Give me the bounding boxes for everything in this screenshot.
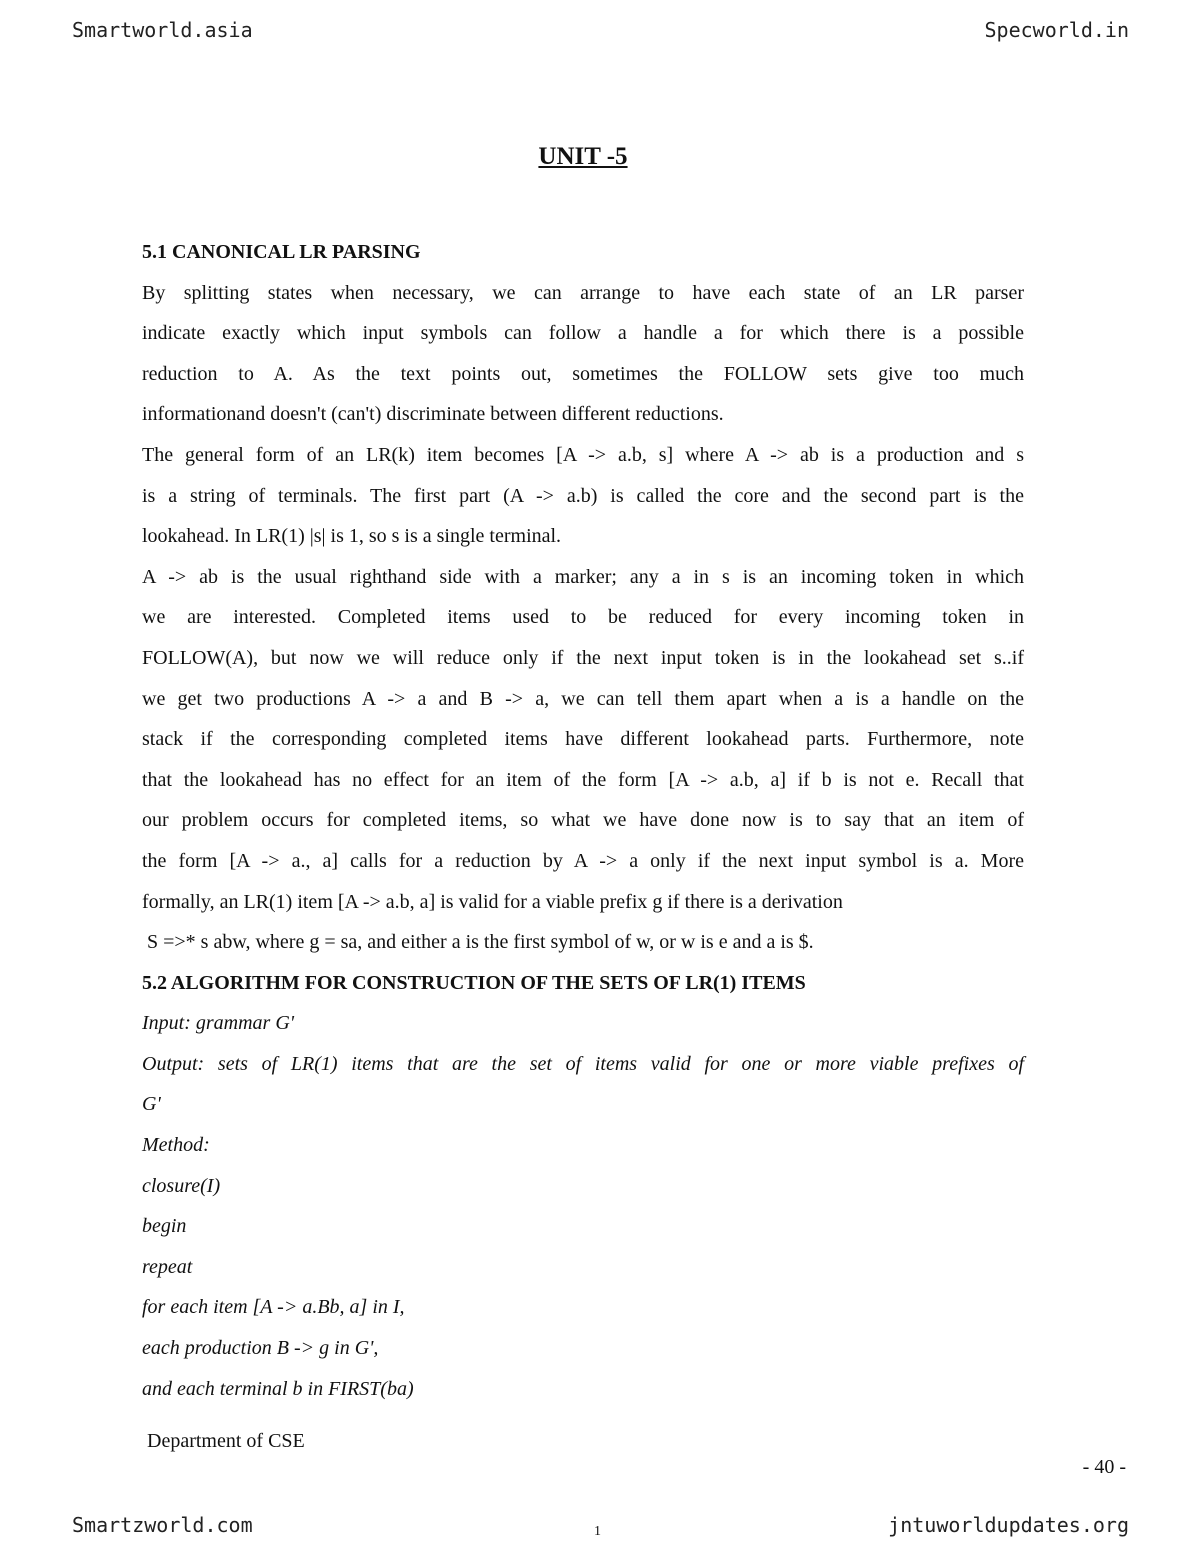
document-body	[142, 232, 1024, 1409]
footer-left-site: Smartzworld.com	[72, 1513, 253, 1537]
paragraph-line: By splitting states when necessary, we can arrange to have each state of an LR parser	[142, 281, 1024, 304]
algorithm-line: and each terminal b in FIRST(ba)	[142, 1377, 414, 1400]
department-label: Department of CSE	[147, 1430, 305, 1452]
header-left-site: Smartworld.asia	[72, 18, 253, 42]
algorithm-output: Output: sets of LR(1) items that are the set of items valid for one or more viable prefixes of	[142, 1052, 1024, 1075]
paragraph-line: the form [A -> a., a] calls for a reduction by A -> a only if the next input symbol is a. More	[142, 849, 1024, 872]
algorithm-line: closure(I)	[142, 1174, 221, 1197]
paragraph-line: indicate exactly which input symbols can follow a handle a for which there is a possible	[142, 322, 1024, 345]
paragraph-line: reduction to A. As the text points out, sometimes the FOLLOW sets give too much	[142, 362, 1024, 385]
paragraph-line: is a string of terminals. The first part (A -> a.b) is called the core and the second part is the	[142, 484, 1024, 507]
paragraph-line: we get two productions A -> a and B -> a, we can tell them apart when a is a handle on the	[142, 687, 1024, 710]
paragraph-line: S =>* s abw, where g = sa, and either a is the first symbol of w, or w is e and a is $.	[142, 931, 814, 954]
header-right-site: Specworld.in	[984, 18, 1129, 42]
footer-right-site: jntuworldupdates.org	[888, 1513, 1129, 1537]
algorithm-method: Method:	[142, 1134, 210, 1157]
paragraph-line: formally, an LR(1) item [A -> a.b, a] is valid for a viable prefix g if there is a derivation	[142, 890, 843, 913]
paragraph-line: informationand doesn't (can't) discriminate between different reductions.	[142, 403, 724, 426]
paragraph-line: we are interested. Completed items used to be reduced for every incoming token in	[142, 606, 1024, 629]
paragraph-line: The general form of an LR(k) item becomes [A -> a.b, s] where A -> ab is a production and s	[142, 443, 1024, 466]
paragraph-line: lookahead. In LR(1) |s| is 1, so s is a single terminal.	[142, 525, 562, 548]
section-heading-5-2: 5.2 ALGORITHM FOR CONSTRUCTION OF THE SETS OF LR(1) ITEMS	[142, 971, 806, 994]
algorithm-output-cont: G'	[142, 1093, 161, 1116]
algorithm-line: begin	[142, 1215, 187, 1238]
section-heading-5-1: 5.1 CANONICAL LR PARSING	[142, 241, 421, 263]
footer-page-number: 1	[594, 1524, 601, 1539]
paragraph-line: A -> ab is the usual righthand side with a marker; any a in s is an incoming token in which	[142, 565, 1024, 588]
paragraph-line: FOLLOW(A), but now we will reduce only if the next input token is in the lookahead set s..if	[142, 646, 1024, 669]
algorithm-line: each production B -> g in G',	[142, 1337, 379, 1360]
paragraph-line: that the lookahead has no effect for an item of the form [A -> a.b, a] if b is not e. Recall that	[142, 768, 1024, 791]
algorithm-line: for each item [A -> a.Bb, a] in I,	[142, 1296, 405, 1319]
algorithm-line: repeat	[142, 1255, 193, 1278]
paragraph-line: our problem occurs for completed items, so what we have done now is to say that an item of	[142, 809, 1024, 832]
page-number-label: - 40 -	[1082, 1456, 1126, 1478]
unit-title: UNIT -5	[538, 143, 628, 170]
algorithm-input: Input: grammar G'	[142, 1012, 295, 1035]
paragraph-line: stack if the corresponding completed items have different lookahead parts. Furthermore, note	[142, 728, 1024, 751]
